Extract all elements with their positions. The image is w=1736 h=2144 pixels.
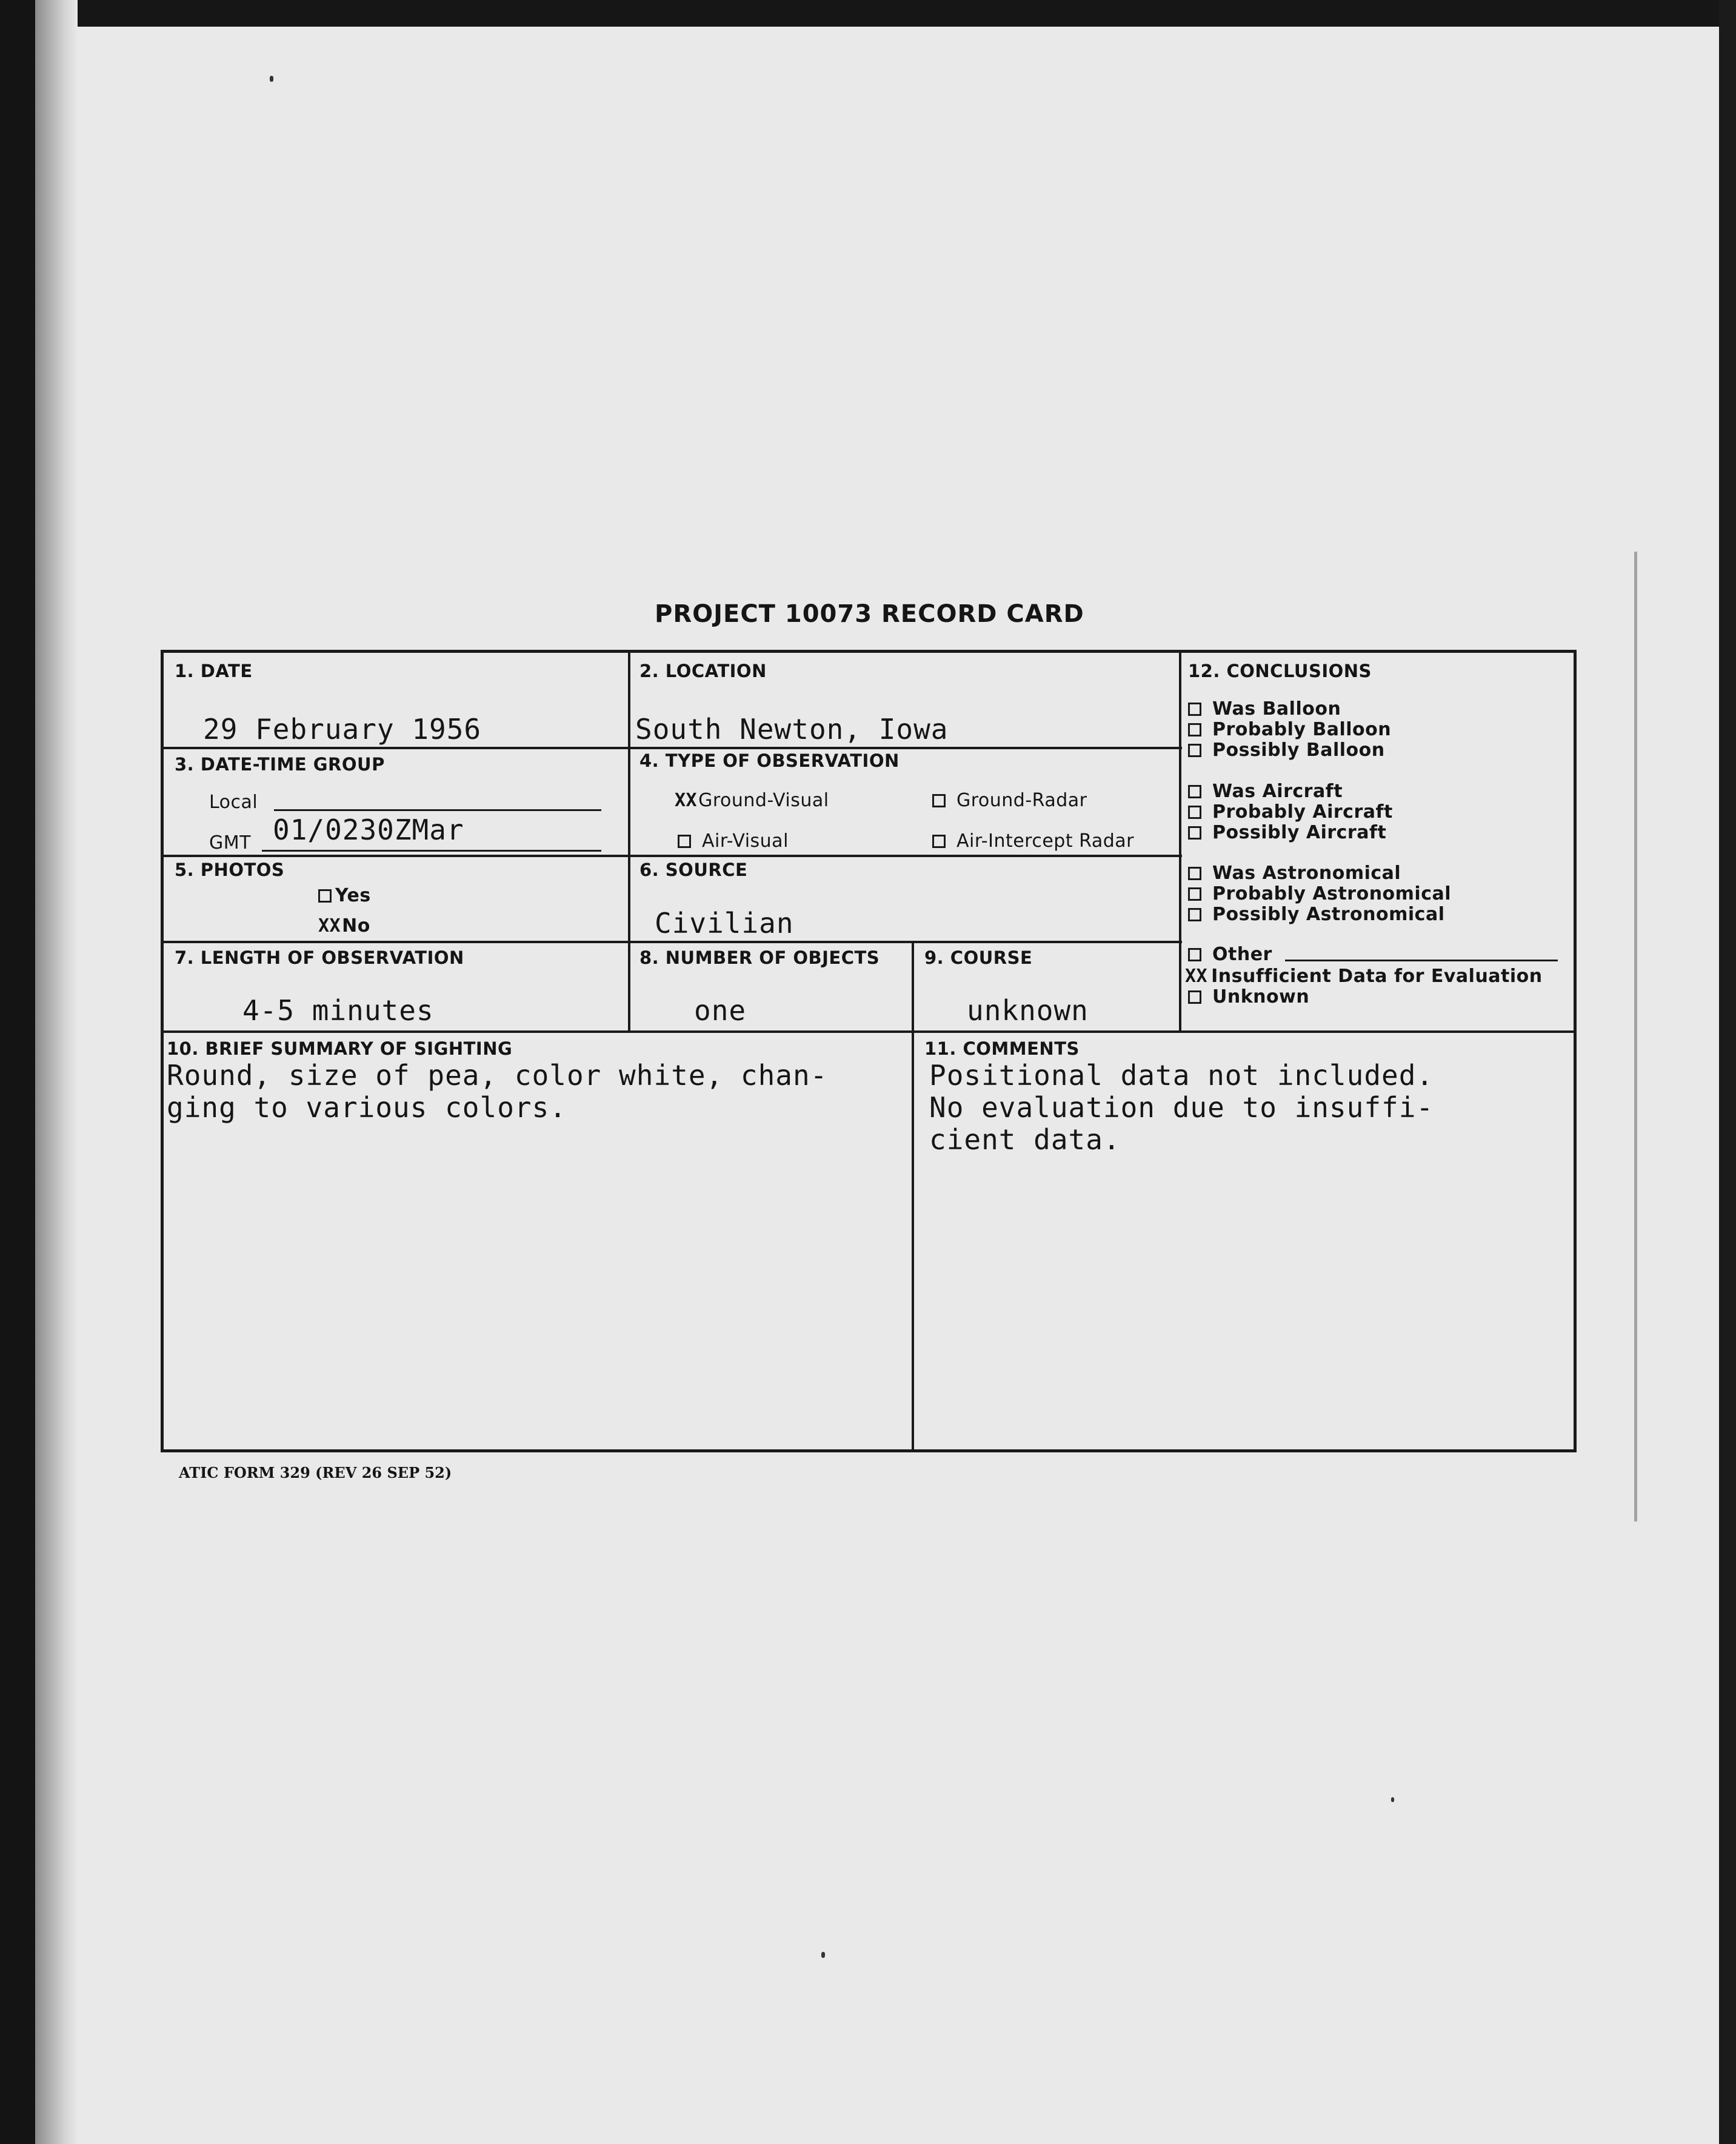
- comments-line-1: Positional data not included.: [929, 1059, 1434, 1092]
- gmt-value: 01/0230ZMar: [273, 813, 464, 846]
- checkbox-icon: [932, 835, 946, 848]
- comments-line-2: No evaluation due to insuffi-: [929, 1091, 1434, 1124]
- checkbox-icon: [1188, 867, 1201, 880]
- conclusion-label: Possibly Aircraft: [1212, 822, 1387, 843]
- observation-type-label: 4. TYPE OF OBSERVATION: [639, 750, 900, 771]
- photos-yes-option: [318, 885, 371, 906]
- dust-speck: [1391, 1797, 1394, 1802]
- photos-no-option: [318, 915, 370, 937]
- photos-no-label: No: [342, 915, 370, 937]
- conclusion-label: Other: [1212, 944, 1272, 965]
- conclusion-insufficient-data: [1185, 966, 1543, 987]
- grid-line: [164, 747, 1182, 749]
- conclusion-unknown: [1188, 986, 1309, 1007]
- air-visual-option: [678, 830, 789, 852]
- checkbox-icon: [932, 794, 946, 807]
- checkbox-icon: [1188, 744, 1201, 757]
- conclusion-probably-aircraft: [1188, 801, 1393, 823]
- local-time-label: Local: [209, 792, 258, 813]
- grid-line: [164, 941, 1182, 943]
- conclusion-label: Possibly Astronomical: [1212, 904, 1445, 925]
- checkbox-icon: [1188, 990, 1201, 1004]
- conclusion-label: Insufficient Data for Evaluation: [1211, 966, 1543, 987]
- date-value: 29 February 1956: [203, 713, 482, 746]
- conclusion-label: Was Balloon: [1212, 698, 1341, 720]
- grid-line: [912, 941, 914, 1449]
- location-label: 2. LOCATION: [639, 661, 767, 681]
- ground-radar-option: [932, 790, 1087, 811]
- conclusion-label: Unknown: [1212, 986, 1310, 1007]
- length-of-observation-label: 7. LENGTH OF OBSERVATION: [175, 947, 464, 968]
- conclusion-label: Probably Balloon: [1212, 719, 1392, 740]
- checkbox-icon: [1188, 826, 1201, 840]
- grid-line: [164, 855, 1182, 857]
- air-intercept-radar-option: [932, 830, 1134, 852]
- conclusion-probably-balloon: [1188, 719, 1391, 740]
- summary-label: 10. BRIEF SUMMARY OF SIGHTING: [167, 1038, 513, 1059]
- grid-line: [164, 1030, 1574, 1033]
- grid-line: [1179, 653, 1181, 1030]
- photos-yes-label: Yes: [335, 885, 371, 906]
- checkbox-icon: [1188, 703, 1201, 716]
- ground-radar-label: Ground-Radar: [956, 790, 1087, 811]
- course-value: unknown: [967, 994, 1089, 1027]
- conclusion-was-aircraft: [1188, 781, 1343, 802]
- checkbox-icon: [1188, 948, 1201, 961]
- conclusion-other: [1188, 944, 1272, 965]
- source-label: 6. SOURCE: [639, 860, 748, 880]
- checkbox-icon: [1188, 723, 1201, 736]
- ground-visual-x-mark: XX: [675, 790, 698, 811]
- scan-edge-right: [1719, 0, 1736, 2144]
- conclusion-possibly-astronomical: [1188, 904, 1445, 925]
- conclusion-was-astronomical: [1188, 863, 1401, 884]
- air-visual-label: Air-Visual: [702, 830, 789, 852]
- gmt-line: [262, 850, 601, 852]
- scan-edge-shadow: [35, 0, 78, 2144]
- conclusion-probably-astronomical: [1188, 883, 1451, 904]
- date-time-group-label: 3. DATE-TIME GROUP: [175, 754, 385, 775]
- local-time-line: [274, 809, 601, 811]
- location-value: South Newton, Iowa: [635, 713, 949, 746]
- number-of-objects-value: one: [694, 994, 747, 1027]
- form-number: ATIC FORM 329 (REV 26 SEP 52): [179, 1464, 452, 1481]
- checkbox-icon: [318, 889, 332, 903]
- grid-line: [628, 653, 630, 1030]
- ground-visual-option: [675, 790, 829, 811]
- comments-label: 11. COMMENTS: [924, 1038, 1080, 1059]
- photos-no-x-mark: XX: [318, 915, 341, 937]
- conclusion-possibly-aircraft: [1188, 822, 1386, 843]
- conclusion-label: Was Astronomical: [1212, 863, 1401, 884]
- conclusions-label: 12. CONCLUSIONS: [1188, 661, 1372, 681]
- comments-line-3: cient data.: [929, 1123, 1121, 1156]
- number-of-objects-label: 8. NUMBER OF OBJECTS: [639, 947, 880, 968]
- card-title: PROJECT 10073 RECORD CARD: [655, 600, 1084, 628]
- course-label: 9. COURSE: [924, 947, 1033, 968]
- summary-line-1: Round, size of pea, color white, chan-: [167, 1059, 828, 1092]
- checkbox-icon: [1188, 887, 1201, 901]
- photos-label: 5. PHOTOS: [175, 860, 285, 880]
- conclusion-was-balloon: [1188, 698, 1341, 720]
- ground-visual-label: Ground-Visual: [698, 790, 829, 811]
- scan-edge-top: [0, 0, 1736, 27]
- conclusion-possibly-balloon: [1188, 740, 1385, 761]
- conclusion-label: Probably Aircraft: [1212, 801, 1393, 823]
- checkbox-icon: [678, 835, 691, 848]
- conclusion-label: Probably Astronomical: [1212, 883, 1452, 904]
- source-value: Civilian: [655, 907, 794, 940]
- conclusion-label: Possibly Balloon: [1212, 740, 1385, 761]
- scan-edge-left: [0, 0, 35, 2144]
- checkbox-icon: [1188, 806, 1201, 819]
- summary-line-2: ging to various colors.: [167, 1091, 567, 1124]
- paper-crease: [1634, 552, 1637, 1521]
- checkbox-icon: [1188, 785, 1201, 798]
- dust-speck: [821, 1952, 825, 1958]
- length-of-observation-value: 4-5 minutes: [242, 994, 434, 1027]
- checkbox-icon: [1188, 908, 1201, 921]
- gmt-label: GMT: [209, 832, 251, 853]
- insufficient-data-x-mark: XX: [1185, 966, 1208, 987]
- dust-speck: [270, 76, 273, 82]
- date-label: 1. DATE: [175, 661, 253, 681]
- conclusion-label: Was Aircraft: [1212, 781, 1343, 802]
- air-intercept-radar-label: Air-Intercept Radar: [956, 830, 1134, 852]
- other-line: [1285, 960, 1558, 961]
